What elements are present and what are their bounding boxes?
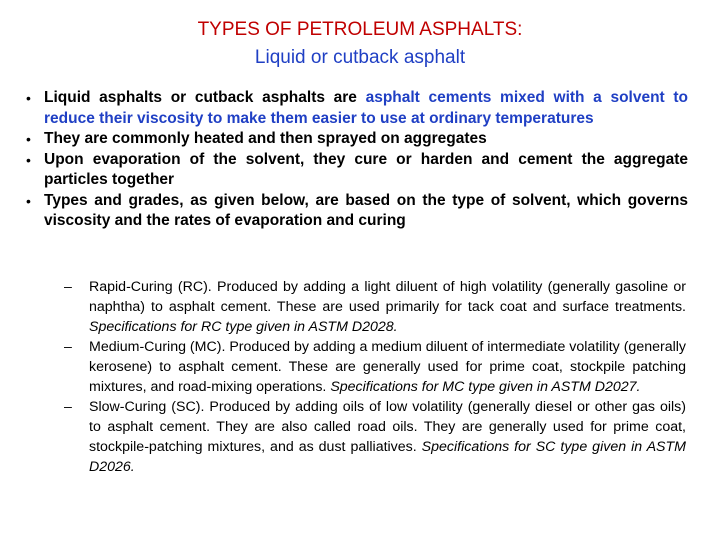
bullet-item: [26, 88, 688, 129]
bullet-list: [26, 88, 688, 232]
bullet-highlight-text: asphalt cements mixed with a solvent to reduce their viscosity to make them easier to use at ordinary temperatures: [44, 89, 688, 127]
sub-list: [64, 277, 686, 477]
sub-item-spec: Specifications for SC type given in ASTM D2026.: [89, 439, 686, 475]
sub-item-text: Medium-Curing (MC). Produced by adding a medium diluent of intermediate volatility (generally kerosene) to asphalt cement. These are generally used for prime coat, stockpile patching mixtures, and road-mixing operations.: [89, 339, 686, 395]
sub-item-spec: Specifications for RC type given in ASTM D2028.: [89, 319, 398, 335]
dash-marker: –: [64, 339, 72, 355]
sub-item-mc: [64, 337, 686, 397]
bullet-text: They are commonly heated and then sprayed on aggregates: [44, 130, 487, 147]
sub-item-spec: Specifications for MC type given in ASTM D2027.: [330, 379, 641, 395]
bullet-text: Liquid asphalts or cutback asphalts are: [44, 89, 366, 106]
bullet-marker: •: [26, 131, 31, 147]
bullet-text: Types and grades, as given below, are based on the type of solvent, which governs viscosity and the rates of evaporation and curing: [44, 191, 688, 229]
bullet-text: Upon evaporation of the solvent, they cure or harden and cement the aggregate particles together: [44, 150, 688, 188]
title-line-2: Liquid or cutback asphalt: [254, 47, 466, 68]
title-line-1: TYPES OF PETROLEUM ASPHALTS:: [197, 19, 523, 40]
bullet-marker: •: [26, 192, 31, 209]
bullet-marker: •: [26, 90, 31, 106]
dash-marker: –: [64, 399, 72, 415]
bullet-item: [26, 191, 688, 232]
bullet-item: [26, 129, 688, 150]
sub-item-rc: [64, 277, 686, 337]
bullet-marker: •: [26, 151, 31, 168]
sub-item-sc: [64, 397, 686, 477]
sub-item-text: Rapid-Curing (RC). Produced by adding a light diluent of high volatility (generally gasoline or naphtha) to asphalt cement. These are used primarily for tack coat and surface treatments.: [89, 279, 686, 315]
bullet-item: [26, 150, 688, 191]
dash-marker: –: [64, 279, 72, 295]
sub-item-text: Slow-Curing (SC). Produced by adding oils of low volatility (generally diesel or other gas oils) to asphalt cement. They are also called road oils. They are generally used for prime coat, stockpile-patching mixtures, and as dust palliatives.: [89, 399, 686, 455]
slide-title: [0, 16, 720, 72]
